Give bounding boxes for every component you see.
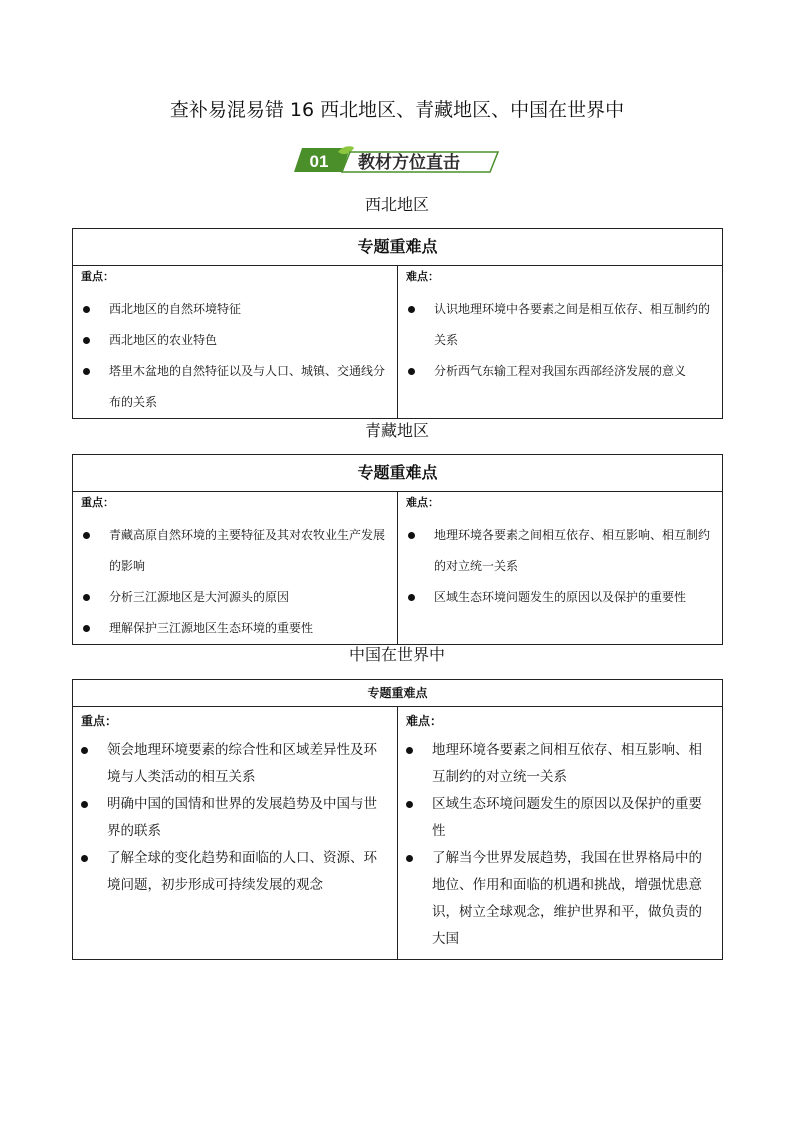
document-title: 查补易混易错 16 西北地区、青藏地区、中国在世界中 (169, 99, 625, 121)
section-heading-china-in-world: 中国在世界中 (348, 645, 445, 664)
bullet-icon (83, 532, 90, 539)
list-item: 认识地理环境中各要素之间是相互依存、相互制约的关系 (408, 294, 714, 356)
list-item: 理解保护三江源地区生态环境的重要性 (83, 613, 389, 644)
bullet-icon (83, 306, 90, 313)
bullet-icon (406, 855, 413, 862)
key-points-cell (73, 266, 398, 419)
table-head: 专题重难点 (73, 229, 723, 266)
list-item: 了解当今世界发展趋势，我国在世界格局中的地位、作用和面临的机遇和挑战，增强忧患意识，树立全球观念，维护世界和平，做负责的大国 (406, 845, 714, 953)
difficult-label: 难点： (406, 270, 439, 283)
list-item: 青藏高原自然环境的主要特征及其对农牧业生产发展的影响 (83, 520, 389, 582)
bullet-icon (81, 747, 88, 754)
bullet-icon (83, 625, 90, 632)
section-heading-qinghai-tibet: 青藏地区 (364, 421, 429, 440)
list-item: 西北地区的农业特色 (83, 325, 389, 356)
list-item: 分析西气东输工程对我国东西部经济发展的意义 (408, 356, 714, 387)
key-points-table-china-in-world (72, 679, 723, 960)
badge-text: 教材方位直击 (358, 153, 460, 173)
bullet-icon (408, 306, 415, 313)
bullet-icon (406, 747, 413, 754)
key-points-cell (73, 707, 398, 960)
list-item: 塔里木盆地的自然特征以及与人口、城镇、交通线分布的关系 (83, 356, 389, 418)
table-head: 专题重难点 (73, 455, 723, 492)
section-heading-northwest: 西北地区 (364, 195, 429, 214)
bullet-icon (81, 855, 88, 862)
key-points-table-qinghai-tibet (72, 454, 723, 645)
badge-graphic (294, 146, 504, 174)
list-item: 区域生态环境问题发生的原因以及保护的重要性 (406, 791, 714, 845)
list-item: 领会地理环境要素的综合性和区域差异性及环境与人类活动的相互关系 (81, 737, 389, 791)
list-item: 地理环境各要素之间相互依存、相互影响、相互制约的对立统一关系 (406, 737, 714, 791)
difficult-points-cell (398, 707, 723, 960)
bullet-icon (83, 368, 90, 375)
list-item: 西北地区的自然环境特征 (83, 294, 389, 325)
bullet-icon (408, 532, 415, 539)
bullet-icon (81, 801, 88, 808)
bullet-icon (406, 801, 413, 808)
bullet-icon (83, 337, 90, 344)
difficult-label: 难点： (406, 496, 439, 509)
list-item: 分析三江源地区是大河源头的原因 (83, 582, 389, 613)
difficult-label: 难点： (406, 714, 443, 728)
key-points-table-northwest (72, 228, 723, 419)
key-label: 重点： (81, 714, 118, 728)
key-label: 重点： (81, 496, 114, 509)
bullet-icon (408, 594, 415, 601)
list-item: 明确中国的国情和世界的发展趋势及中国与世界的联系 (81, 791, 389, 845)
bullet-icon (83, 594, 90, 601)
difficult-points-cell (398, 266, 723, 419)
key-points-cell (73, 492, 398, 645)
bullet-icon (408, 368, 415, 375)
table-head: 专题重难点 (73, 680, 723, 707)
list-item: 了解全球的变化趋势和面临的人口、资源、环境问题，初步形成可持续发展的观念 (81, 845, 389, 899)
badge-number: 01 (309, 152, 329, 171)
difficult-points-cell (398, 492, 723, 645)
key-label: 重点： (81, 270, 114, 283)
list-item: 区域生态环境问题发生的原因以及保护的重要性 (408, 582, 714, 613)
list-item: 地理环境各要素之间相互依存、相互影响、相互制约的对立统一关系 (408, 520, 714, 582)
section-badge (294, 146, 504, 174)
